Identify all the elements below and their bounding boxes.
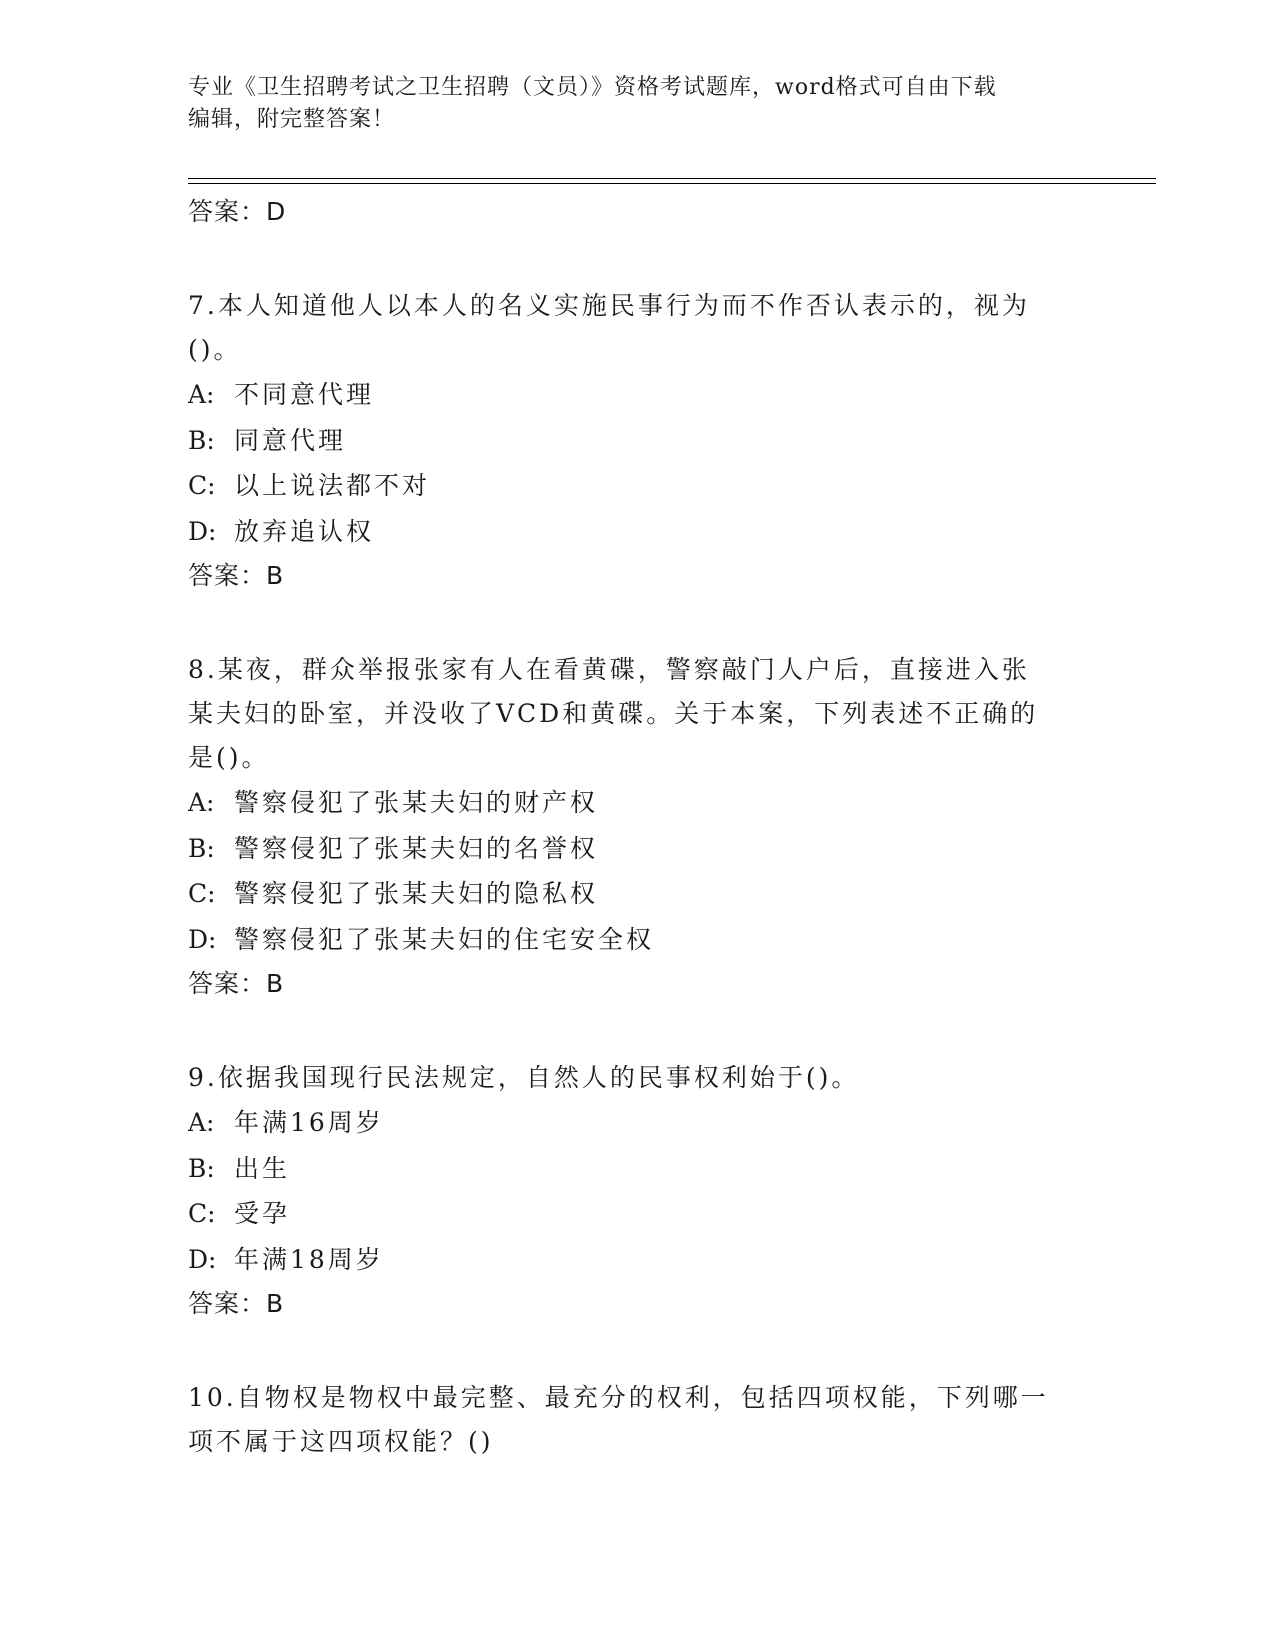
option-a bbox=[188, 1100, 1088, 1146]
previous-answer: 答案：D bbox=[188, 197, 287, 226]
answer: 答案：B bbox=[188, 1289, 285, 1318]
option-b bbox=[188, 1146, 1088, 1192]
option-c bbox=[188, 1191, 1088, 1237]
option-b bbox=[188, 418, 1088, 464]
header-rule-bottom bbox=[188, 183, 1156, 184]
question-text: 10.自物权是物权中最完整、最充分的权利，包括四项权能，下列哪一 bbox=[188, 1383, 1049, 1412]
question-text: 是()。 bbox=[188, 743, 270, 772]
option-c bbox=[188, 871, 1088, 917]
answer: 答案：B bbox=[188, 561, 285, 590]
option-letter: A: bbox=[188, 788, 215, 817]
option-b bbox=[188, 826, 1088, 872]
option-letter: C: bbox=[188, 471, 216, 500]
option-letter: A: bbox=[188, 1108, 215, 1137]
option-text: 警察侵犯了张某夫妇的财产权 bbox=[234, 788, 599, 817]
option-letter: A: bbox=[188, 380, 215, 409]
header-line-2: 编辑，附完整答案！ bbox=[188, 107, 396, 132]
option-letter: B: bbox=[188, 833, 215, 863]
question-10 bbox=[188, 1376, 1088, 1464]
answer: 答案：B bbox=[188, 969, 285, 998]
option-text: 不同意代理 bbox=[234, 380, 375, 409]
option-text: 年满16周岁 bbox=[234, 1108, 384, 1137]
option-letter: D: bbox=[188, 1244, 217, 1274]
question-text: 8.某夜，群众举报张家有人在看黄碟，警察敲门人户后，直接进入张 bbox=[188, 655, 1030, 684]
option-a bbox=[188, 780, 1088, 826]
option-d bbox=[188, 917, 1088, 963]
option-text: 警察侵犯了张某夫妇的住宅安全权 bbox=[234, 924, 655, 954]
question-list bbox=[188, 190, 1088, 1464]
question-text: 项不属于这四项权能？() bbox=[188, 1427, 494, 1456]
option-text: 以上说法都不对 bbox=[234, 471, 431, 500]
option-a bbox=[188, 372, 1088, 418]
option-letter: C: bbox=[188, 1199, 216, 1228]
option-c bbox=[188, 463, 1088, 509]
option-letter: B: bbox=[188, 425, 215, 455]
option-letter: D: bbox=[188, 924, 217, 954]
option-text: 警察侵犯了张某夫妇的名誉权 bbox=[234, 833, 599, 863]
option-letter: B: bbox=[188, 1153, 215, 1183]
question-9 bbox=[188, 1056, 1088, 1326]
header-rule-top bbox=[188, 178, 1156, 179]
document-header bbox=[188, 72, 1088, 136]
option-d bbox=[188, 509, 1088, 555]
option-text: 放弃追认权 bbox=[234, 516, 375, 546]
question-text: 9.依据我国现行民法规定，自然人的民事权利始于()。 bbox=[188, 1063, 860, 1092]
question-text: 某夫妇的卧室，并没收了VCD和黄碟。关于本案，下列表述不正确的 bbox=[188, 699, 1039, 728]
header-line-1: 专业《卫生招聘考试之卫生招聘（文员）》资格考试题库，word格式可自由下载 bbox=[188, 75, 997, 100]
question-text: 7.本人知道他人以本人的名义实施民事行为而不作否认表示的，视为 bbox=[188, 291, 1030, 320]
question-text: ()。 bbox=[188, 335, 242, 364]
option-text: 警察侵犯了张某夫妇的隐私权 bbox=[234, 879, 599, 908]
question-7 bbox=[188, 284, 1088, 598]
question-8 bbox=[188, 648, 1088, 1006]
option-text: 年满18周岁 bbox=[234, 1244, 384, 1274]
option-d bbox=[188, 1237, 1088, 1283]
option-letter: C: bbox=[188, 879, 216, 908]
option-text: 出生 bbox=[234, 1153, 291, 1183]
option-letter: D: bbox=[188, 516, 217, 546]
option-text: 同意代理 bbox=[234, 425, 347, 455]
option-text: 受孕 bbox=[234, 1199, 291, 1228]
